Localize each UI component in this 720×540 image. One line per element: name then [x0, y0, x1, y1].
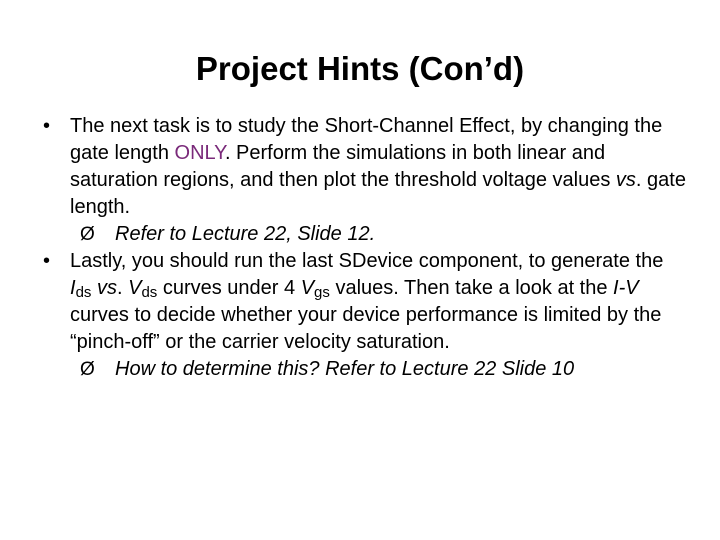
bullet-text: . Perform the simulations in both linear and saturation regions, and then plot the threshold voltage values — [70, 142, 616, 191]
symbol-I: I — [70, 277, 76, 299]
arrow-bullet-icon: Ø — [80, 224, 95, 245]
arrow-bullet-icon: Ø — [80, 359, 95, 380]
symbol-IV: I-V — [613, 277, 639, 299]
bullet-text: . gate length. — [70, 169, 686, 218]
symbol-V: V — [128, 277, 142, 299]
sub-item — [40, 356, 690, 383]
subscript-ds: ds — [75, 284, 92, 301]
slide-title: Project Hints (Con’d) — [195, 50, 525, 87]
italic-vs: vs — [615, 169, 636, 191]
sub-item — [40, 221, 690, 248]
bullet-text: . — [116, 277, 129, 299]
bullet-text: curves to decide whether your device performance is limited by the “pinch-off” or the carrier velocity saturation. — [70, 304, 662, 353]
bullet-item — [40, 248, 690, 356]
bullet-icon: • — [43, 115, 51, 137]
bullet-text: Lastly, you should run the last SDevice component, to generate the — [70, 250, 664, 272]
highlight-text: ONLY — [174, 142, 225, 164]
sub-item-text: How to determine this? Refer to Lecture 22 Slide 10 — [115, 358, 575, 380]
subscript-gs: gs — [314, 284, 330, 301]
sub-item-text: Refer to Lecture 22, Slide 12. — [115, 223, 376, 245]
italic-vs: vs — [96, 277, 117, 299]
bullet-text: values. Then take a look at the — [329, 277, 614, 299]
bullet-item — [40, 113, 690, 221]
bullet-text: curves under 4 — [157, 277, 301, 299]
subscript-ds: ds — [141, 284, 158, 301]
bullet-text: The next task is to study the Short-Channel Effect, by changing the gate length — [70, 115, 663, 164]
slide-body — [40, 113, 690, 383]
bullet-icon: • — [43, 250, 51, 272]
symbol-V: V — [300, 277, 315, 299]
